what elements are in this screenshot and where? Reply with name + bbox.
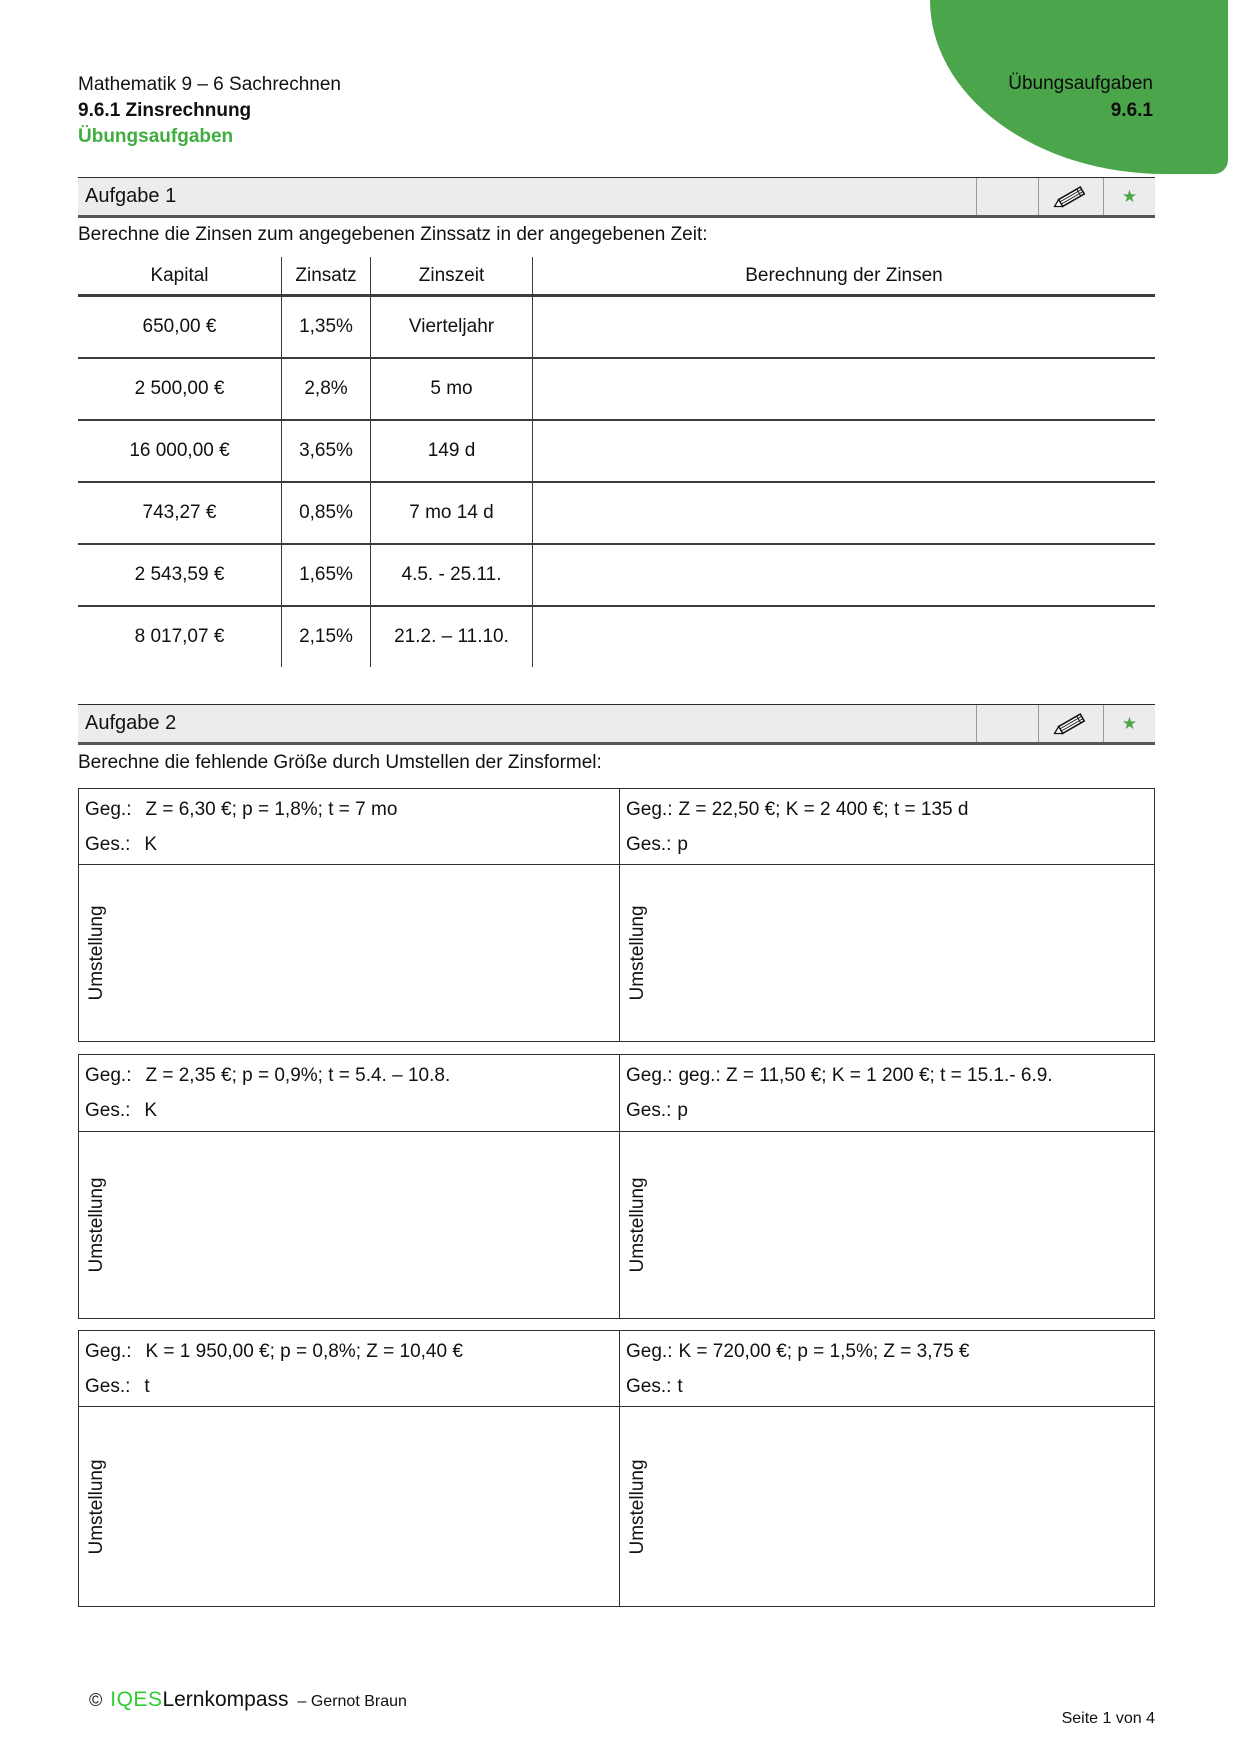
cell-berechnung-blank bbox=[532, 421, 1155, 481]
brand-iqes: IQES bbox=[110, 1688, 163, 1711]
problem-block-2 bbox=[78, 1054, 1155, 1319]
problem-given-left bbox=[79, 1055, 620, 1131]
cell-berechnung-blank bbox=[532, 483, 1155, 543]
ges-label: Ges.: bbox=[85, 1100, 131, 1121]
ges-label: Ges.: bbox=[85, 834, 131, 855]
corner-line2: 9.6.1 bbox=[1110, 100, 1153, 121]
star-icon: ★ bbox=[1121, 187, 1138, 206]
work-area-left bbox=[79, 1407, 620, 1606]
cell-kapital: 650,00 € bbox=[142, 316, 217, 337]
cell-kapital: 2 543,59 € bbox=[134, 564, 225, 585]
geg-value: K = 1 950,00 €; p = 0,8%; Z = 10,40 € bbox=[145, 1341, 463, 1362]
umstellung-label: Umstellung bbox=[627, 905, 648, 1001]
geg-value: Z = 6,30 €; p = 1,8%; t = 7 mo bbox=[145, 799, 398, 820]
cell-kapital: 8 017,07 € bbox=[134, 626, 225, 647]
task1-table bbox=[78, 257, 1155, 667]
corner-badge bbox=[930, 0, 1228, 174]
task1-star-cell bbox=[1103, 178, 1155, 215]
geg-value: K = 720,00 €; p = 1,5%; Z = 3,75 € bbox=[678, 1341, 970, 1362]
geg-label: Geg.: bbox=[626, 1065, 673, 1086]
document-header bbox=[78, 72, 341, 150]
header-subject: Mathematik 9 – 6 Sachrechnen bbox=[78, 74, 341, 95]
geg-label: Geg.: bbox=[626, 1341, 673, 1362]
cell-berechnung-blank bbox=[532, 359, 1155, 419]
problem-given-left bbox=[79, 1331, 620, 1406]
task2-bar bbox=[78, 704, 1155, 745]
work-area-right bbox=[620, 1132, 1154, 1318]
cell-zinszeit: Vierteljahr bbox=[370, 297, 532, 357]
work-area-row bbox=[79, 1132, 1154, 1318]
cell-zinszeit: 7 mo 14 d bbox=[370, 483, 532, 543]
ges-value: p bbox=[677, 834, 688, 855]
corner-line1: Übungsaufgaben bbox=[1008, 73, 1153, 94]
task2-instruction: Berechne die fehlende Größe durch Umstellen der Zinsformel: bbox=[78, 752, 602, 773]
given-row bbox=[79, 789, 1154, 865]
geg-label: Geg.: bbox=[626, 799, 673, 820]
column-header-zinsatz: Zinsatz bbox=[281, 257, 370, 294]
cell-zinsatz: 0,85% bbox=[281, 483, 370, 543]
ges-label: Ges.: bbox=[85, 1376, 131, 1397]
ges-value: t bbox=[677, 1376, 683, 1397]
problem-block-3 bbox=[78, 1330, 1155, 1607]
pencil-icon bbox=[1038, 705, 1103, 742]
problem-given-left bbox=[79, 789, 620, 864]
table-row bbox=[78, 607, 1155, 667]
task1-instruction: Berechne die Zinsen zum angegebenen Zinssatz in der angegebenen Zeit: bbox=[78, 224, 708, 245]
task2-star-cell bbox=[1103, 705, 1155, 742]
geg-label: Geg.: bbox=[85, 1341, 132, 1362]
header-type: Übungsaufgaben bbox=[78, 126, 234, 147]
corner-badge-text bbox=[1008, 70, 1153, 124]
given-row bbox=[79, 1055, 1154, 1132]
cell-zinsatz: 2,8% bbox=[281, 359, 370, 419]
footer-brand bbox=[89, 1688, 407, 1712]
table-header-row bbox=[78, 257, 1155, 297]
umstellung-label: Umstellung bbox=[627, 1458, 648, 1555]
table-row bbox=[78, 359, 1155, 421]
copyright-icon: © bbox=[89, 1690, 103, 1710]
pencil-icon bbox=[1038, 178, 1103, 215]
cell-zinszeit: 4.5. - 25.11. bbox=[370, 545, 532, 605]
cell-berechnung-blank bbox=[532, 297, 1155, 357]
brand-lernkompass: Lernkompass bbox=[162, 1688, 289, 1711]
page-number: Seite 1 von 4 bbox=[1061, 1710, 1155, 1727]
table-row bbox=[78, 421, 1155, 483]
work-area-right bbox=[620, 865, 1154, 1041]
column-header-kapital: Kapital bbox=[150, 264, 209, 286]
geg-value: geg.: Z = 11,50 €; K = 1 200 €; t = 15.1.- 6.9. bbox=[678, 1065, 1053, 1086]
geg-label: Geg.: bbox=[85, 799, 132, 820]
cell-zinsatz: 1,35% bbox=[281, 297, 370, 357]
ges-value: t bbox=[144, 1376, 150, 1397]
cell-kapital: 2 500,00 € bbox=[134, 378, 225, 399]
footer-author: – Gernot Braun bbox=[297, 1693, 407, 1710]
header-chapter: 9.6.1 Zinsrechnung bbox=[78, 100, 252, 121]
work-area-left bbox=[79, 865, 620, 1041]
cell-kapital: 16 000,00 € bbox=[129, 440, 230, 461]
umstellung-label: Umstellung bbox=[627, 1177, 648, 1273]
problem-given-right bbox=[620, 1331, 1154, 1406]
given-row bbox=[79, 1331, 1154, 1407]
work-area-left bbox=[79, 1132, 620, 1318]
problem-given-right bbox=[620, 789, 1154, 864]
ges-label: Ges.: bbox=[626, 1100, 672, 1121]
table-row bbox=[78, 545, 1155, 607]
work-area-row bbox=[79, 1407, 1154, 1606]
cell-zinszeit: 21.2. – 11.10. bbox=[370, 607, 532, 667]
task1-title: Aufgabe 1 bbox=[85, 185, 177, 207]
geg-label: Geg.: bbox=[85, 1065, 132, 1086]
cell-zinsatz: 1,65% bbox=[281, 545, 370, 605]
task2-bar-spacer bbox=[976, 705, 1038, 742]
geg-value: Z = 2,35 €; p = 0,9%; t = 5.4. – 10.8. bbox=[145, 1065, 451, 1086]
ges-value: K bbox=[144, 834, 158, 855]
column-header-berechnung: Berechnung der Zinsen bbox=[532, 257, 1155, 294]
cell-zinszeit: 5 mo bbox=[370, 359, 532, 419]
geg-value: Z = 22,50 €; K = 2 400 €; t = 135 d bbox=[678, 799, 969, 820]
work-area-right bbox=[620, 1407, 1154, 1606]
star-icon: ★ bbox=[1121, 714, 1138, 733]
ges-label: Ges.: bbox=[626, 834, 672, 855]
cell-zinsatz: 3,65% bbox=[281, 421, 370, 481]
cell-kapital: 743,27 € bbox=[142, 502, 217, 523]
cell-zinsatz: 2,15% bbox=[281, 607, 370, 667]
task2-title: Aufgabe 2 bbox=[85, 712, 177, 734]
task1-bar bbox=[78, 177, 1155, 218]
problem-given-right bbox=[620, 1055, 1154, 1131]
table-row bbox=[78, 297, 1155, 359]
work-area-row bbox=[79, 865, 1154, 1041]
umstellung-label: Umstellung bbox=[86, 1458, 107, 1555]
umstellung-label: Umstellung bbox=[86, 1177, 107, 1273]
ges-label: Ges.: bbox=[626, 1376, 672, 1397]
cell-berechnung-blank bbox=[532, 607, 1155, 667]
table-row bbox=[78, 483, 1155, 545]
problem-block-1 bbox=[78, 788, 1155, 1042]
umstellung-label: Umstellung bbox=[86, 905, 107, 1001]
column-header-zinszeit: Zinszeit bbox=[370, 257, 532, 294]
cell-zinszeit: 149 d bbox=[370, 421, 532, 481]
task1-bar-spacer bbox=[976, 178, 1038, 215]
ges-value: p bbox=[677, 1100, 688, 1121]
ges-value: K bbox=[144, 1100, 158, 1121]
cell-berechnung-blank bbox=[532, 545, 1155, 605]
